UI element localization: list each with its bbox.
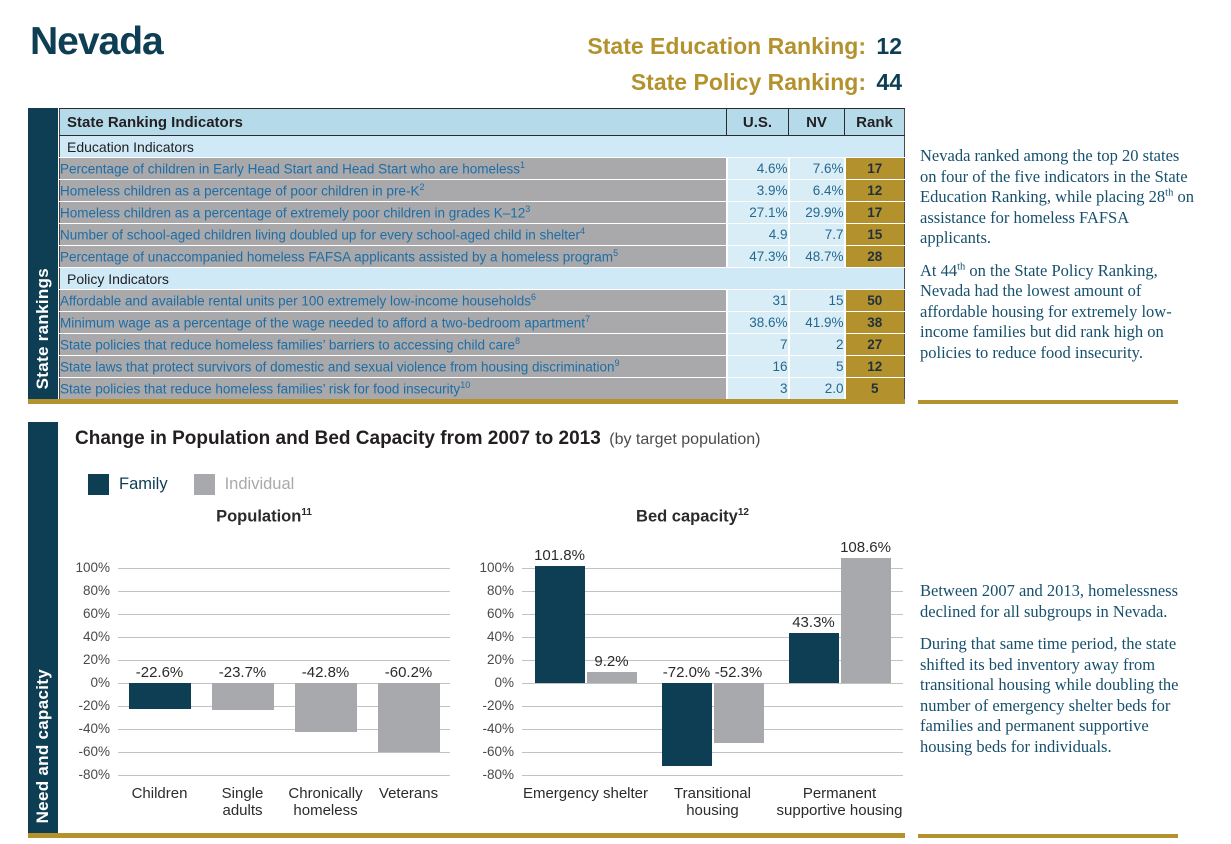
bar-value-label: -23.7% — [218, 664, 267, 681]
us-value: 47.3% — [727, 246, 789, 268]
us-value: 4.6% — [727, 158, 789, 180]
footnote-marker: 10 — [460, 380, 471, 391]
plot-area — [522, 539, 903, 775]
chart-subtitle-population: Population$^{11}$ — [216, 507, 312, 526]
chart-bed-capacity — [470, 539, 903, 819]
charts-note — [920, 581, 1198, 769]
y-axis-tick: 0% — [494, 675, 514, 690]
indicator-label: Affordable and available rental units per 100 extremely low-income households$^6$ — [60, 290, 727, 312]
footnote-marker: 3 — [525, 204, 531, 215]
gold-rule — [28, 833, 905, 838]
table-row — [60, 202, 905, 224]
rank-value: 15 — [845, 224, 905, 246]
column-header-nv: NV — [789, 109, 845, 136]
indicator-label: Homeless children as a percentage of poor children in pre-$K^2$ — [60, 180, 727, 202]
y-axis-tick: 100% — [479, 560, 514, 575]
y-axis-tick: -20% — [78, 698, 110, 713]
indicator-label: Percentage of unaccompanied homeless FAFSA applicants assisted by a homeless program$^5$ — [60, 246, 727, 268]
plot-area — [118, 568, 450, 775]
gridline — [522, 775, 903, 776]
y-axis-tick: 20% — [486, 652, 514, 667]
y-axis-tick: 0% — [90, 675, 110, 690]
bar-value-label: 43.3% — [792, 614, 835, 632]
table-row — [60, 180, 905, 202]
note-paragraph: At 44th on the State Policy Ranking, Nevada had the lowest amount of affordable housing for extremely low-income families but did rank high on policies to reduce food insecurity. — [920, 260, 1172, 362]
state-rankings-header — [500, 28, 902, 100]
section-label: Education Indicators — [60, 136, 905, 158]
bar-permanent-supportive-housing-family — [789, 633, 839, 683]
rank-value: 27 — [845, 334, 905, 356]
us-value: 16 — [727, 356, 789, 378]
bar-veterans-individual — [378, 683, 440, 752]
footnote-marker: 12 — [737, 507, 749, 518]
chart-subtitle-bed-capacity: Bed capacity$^{12}$ — [636, 507, 749, 526]
bar-single-adults-individual — [212, 683, 274, 710]
rank-value: 12 — [845, 180, 905, 202]
nv-value: 15 — [789, 290, 845, 312]
indicator-label: Minimum wage as a percentage of the wage needed to afford a two-bedroom apartment$^7$ — [60, 312, 727, 334]
footnote-marker: 2 — [419, 182, 425, 193]
table-row — [60, 290, 905, 312]
x-axis-category-label: Chronically homeless — [288, 785, 363, 819]
nv-value: 2 — [789, 334, 845, 356]
y-axis-tick: 40% — [486, 629, 514, 644]
gridline — [118, 775, 450, 776]
bar-chronically-homeless-individual — [295, 683, 357, 732]
indicator-label: State laws that protect survivors of domestic and sexual violence from housing discrimination$^9$ — [60, 356, 727, 378]
legend-swatch-individual — [194, 474, 215, 495]
us-value: 4.9 — [727, 224, 789, 246]
table-row — [60, 356, 905, 378]
us-value: 27.1% — [727, 202, 789, 224]
nv-value: 2.0 — [789, 378, 845, 400]
chart-section-title-suffix: (by target population) — [609, 431, 761, 448]
footnote-marker: 1 — [520, 160, 526, 171]
y-axis-tick: 20% — [82, 652, 110, 667]
rank-value: 50 — [845, 290, 905, 312]
column-header-indicators: State Ranking Indicators — [60, 109, 727, 136]
need-capacity-sidebar — [28, 422, 58, 833]
x-axis-category-label: Single adults — [221, 785, 264, 819]
policy-ranking-label: State Policy Ranking: — [630, 69, 867, 95]
y-axis-tick: 40% — [82, 629, 110, 644]
footnote-marker: 8 — [514, 336, 520, 347]
y-axis-tick: 60% — [486, 606, 514, 621]
rank-value: 5 — [845, 378, 905, 400]
y-axis-tick: -60% — [78, 744, 110, 759]
need-capacity-sidebar-label: Need and capacity — [33, 668, 52, 823]
legend-item-individual — [194, 474, 295, 495]
bar-value-label: 108.6% — [840, 539, 891, 557]
table-row — [60, 378, 905, 400]
indicator-label: Homeless children as a percentage of extremely poor children in grades $K-12^3$ — [60, 202, 727, 224]
bar-value-label: 101.8% — [534, 546, 585, 564]
nv-value: 48.7% — [789, 246, 845, 268]
rank-value: 12 — [845, 356, 905, 378]
rank-value: 17 — [845, 158, 905, 180]
y-axis-tick: -40% — [482, 721, 514, 736]
nv-value: 7.6% — [789, 158, 845, 180]
state-rankings-sidebar — [28, 108, 58, 399]
state-ranking-table — [59, 108, 905, 400]
x-axis-category-label: Veterans — [378, 785, 439, 802]
table-section-row — [60, 136, 905, 158]
section-label: Policy Indicators — [60, 268, 905, 290]
bar-value-label: -72.0% — [662, 664, 711, 681]
x-axis-category-label: Emergency shelter — [522, 785, 649, 802]
y-axis-tick: 100% — [75, 560, 110, 575]
table-header-row — [60, 109, 905, 136]
nv-value: 41.9% — [789, 312, 845, 334]
footnote-marker: 11 — [301, 507, 312, 518]
legend-label: Individual — [224, 475, 295, 493]
chart-population — [66, 560, 450, 819]
rankings-note — [920, 146, 1198, 375]
bar-value-label: -42.8% — [301, 664, 350, 681]
table-section-row — [60, 268, 905, 290]
indicator-label: Percentage of children in Early Head Start and Head Start who are homeless$^1$ — [60, 158, 727, 180]
note-paragraph: Nevada ranked among the top 20 states on four of the five indicators in the State Education Ranking, while placing 28th on assistance for homeless FAFSA applicants. — [920, 146, 1194, 247]
y-axis-tick: 80% — [82, 583, 110, 598]
rank-value: 28 — [845, 246, 905, 268]
gold-rule — [28, 399, 905, 404]
footnote-marker: 5 — [613, 248, 619, 259]
bar-children-family — [129, 683, 191, 709]
nv-value: 29.9% — [789, 202, 845, 224]
note-paragraph: Between 2007 and 2013, homelessness declined for all subgroups in Nevada. — [920, 581, 1178, 621]
indicator-label: State policies that reduce homeless families’ risk for food insecurity$^{10}$ — [60, 378, 727, 400]
gold-rule — [918, 400, 1178, 404]
x-axis-category-label: Children — [131, 785, 188, 802]
state-rankings-sidebar-label: State rankings — [33, 267, 52, 389]
x-axis-category-label: Transitional housing — [674, 785, 751, 819]
bar-value-label: -60.2% — [384, 664, 433, 681]
rank-value: 38 — [845, 312, 905, 334]
us-value: 7 — [727, 334, 789, 356]
bar-transitional-housing-family — [662, 683, 712, 766]
y-axis-tick: -20% — [482, 698, 514, 713]
indicator-label: State policies that reduce homeless families’ barriers to accessing child care$^8$ — [60, 334, 727, 356]
legend-label: Family — [119, 475, 168, 493]
bar-value-label: 9.2% — [594, 653, 629, 671]
us-value: 31 — [727, 290, 789, 312]
chart-legend — [88, 474, 294, 495]
legend-swatch-family — [88, 474, 109, 495]
bar-value-label: -22.6% — [135, 664, 184, 681]
education-ranking-line — [500, 28, 902, 64]
bar-transitional-housing-individual — [714, 683, 764, 743]
us-value: 38.6% — [727, 312, 789, 334]
table-row — [60, 334, 905, 356]
y-axis-tick: -80% — [482, 767, 514, 782]
y-axis-tick: -80% — [78, 767, 110, 782]
table-row — [60, 224, 905, 246]
table-row — [60, 246, 905, 268]
table-row — [60, 158, 905, 180]
bar-emergency-shelter-individual — [587, 672, 637, 683]
x-axis-category-label: Permanent supportive housing — [776, 785, 903, 819]
legend-item-family — [88, 474, 168, 495]
bar-permanent-supportive-housing-individual — [841, 558, 891, 683]
policy-ranking-value: 44 — [876, 69, 902, 95]
footnote-marker: 4 — [580, 226, 586, 237]
y-axis-tick: -40% — [78, 721, 110, 736]
nv-value: 7.7 — [789, 224, 845, 246]
page-title: Nevada — [30, 20, 163, 63]
us-value: 3.9% — [727, 180, 789, 202]
column-header-rank: Rank — [845, 109, 905, 136]
indicator-label: Number of school-aged children living doubled up for every school-aged child in shelter$^4$ — [60, 224, 727, 246]
footnote-marker: 6 — [531, 292, 537, 303]
column-header-us: U.S. — [727, 109, 789, 136]
policy-ranking-line — [500, 64, 902, 100]
rank-value: 17 — [845, 202, 905, 224]
note-paragraph: During that same time period, the state shifted its bed inventory away from transitional housing while doubling the number of emergency shelter beds for families and permanent supportive housing beds for individuals. — [920, 634, 1179, 756]
y-axis-tick: 60% — [82, 606, 110, 621]
nv-value: 6.4% — [789, 180, 845, 202]
us-value: 3 — [727, 378, 789, 400]
y-axis-tick: -60% — [482, 744, 514, 759]
footnote-marker: 7 — [585, 314, 591, 325]
table-row — [60, 312, 905, 334]
bar-value-label: -52.3% — [714, 664, 763, 681]
y-axis-tick: 80% — [486, 583, 514, 598]
chart-section-header — [75, 428, 760, 450]
footnote-marker: 9 — [614, 358, 620, 369]
education-ranking-label: State Education Ranking: — [587, 33, 867, 59]
chart-section-title: Change in Population and Bed Capacity from 2007 to 2013 — [75, 428, 601, 449]
nv-value: 5 — [789, 356, 845, 378]
education-ranking-value: 12 — [876, 33, 902, 59]
gold-rule — [918, 834, 1178, 838]
